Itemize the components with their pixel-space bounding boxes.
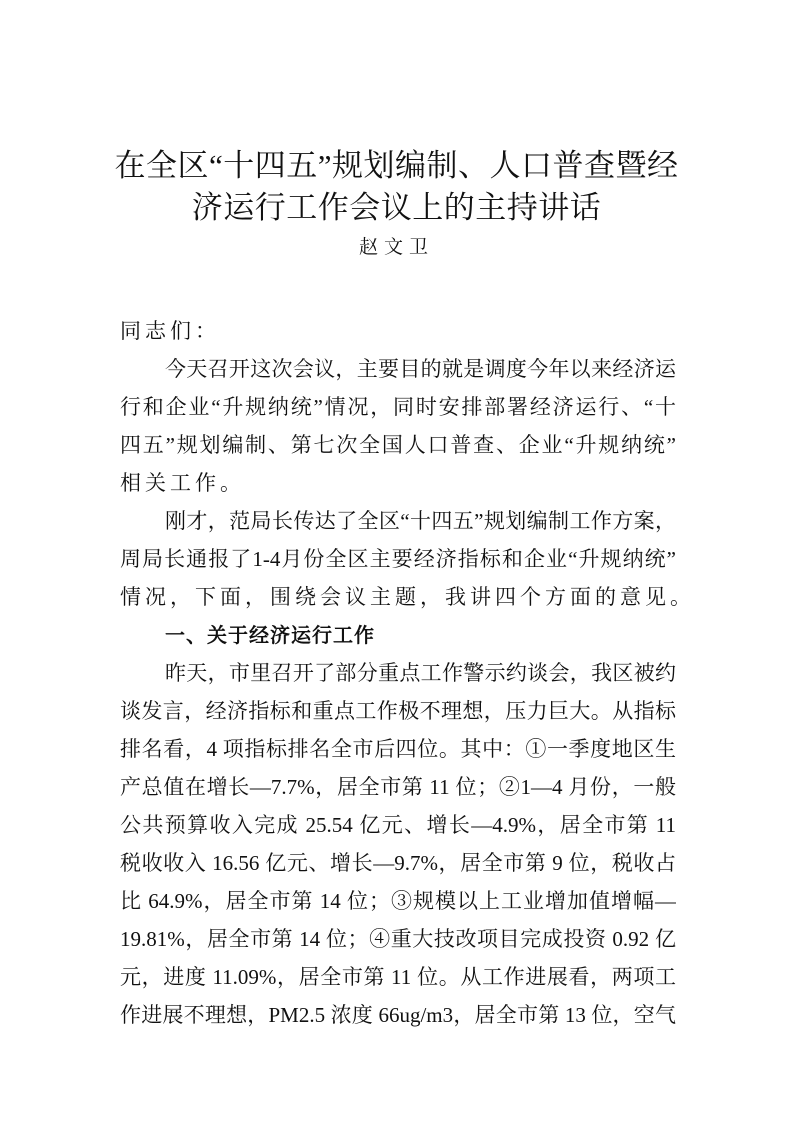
text-line: 作进展不理想，PM2.5 浓度 66ug/m3，居全市第 13 位，空气 [120, 1003, 676, 1027]
text-line: 情况，下面，围绕会议主题，我讲四个方面的意见。 [120, 585, 695, 609]
text-line: 周局长通报了1-4月份全区主要经济指标和企业“升规纳统” [120, 547, 676, 571]
text-line: 谈发言，经济指标和重点工作极不理想，压力巨大。从指标 [120, 699, 676, 723]
text-line: 比 64.9%，居全市第 14 位；③规模以上工业增加值增幅— [120, 889, 676, 913]
text-line: 相关工作。 [120, 471, 245, 495]
text-line: 今天召开这次会议，主要目的就是调度今年以来经济运 [165, 357, 676, 381]
text-line: 行和企业“升规纳统”情况，同时安排部署经济运行、“十 [120, 395, 676, 419]
section-heading: 一、关于经济运行工作 [165, 623, 375, 647]
document-title-line-2: 济运行工作会议上的主持讲话 [191, 190, 602, 225]
text-line: 四五”规划编制、第七次全国人口普查、企业“升规纳统” [120, 433, 676, 457]
salutation: 同志们： [120, 319, 220, 343]
document-body [120, 312, 695, 1034]
text-line: 排名看，4 项指标排名全市后四位。其中：①一季度地区生 [120, 737, 676, 761]
text-line: 产总值在增长—7.7%，居全市第 11 位；②1—4 月份，一般 [120, 775, 676, 799]
text-line: 19.81%，居全市第 14 位；④重大技改项目完成投资 0.92 亿 [120, 927, 676, 951]
text-line: 公共预算收入完成 25.54 亿元、增长—4.9%，居全市第 11 [120, 813, 676, 837]
paragraph-economy [120, 654, 676, 1034]
text-line: 税收收入 16.56 亿元、增长—9.7%，居全市第 9 位，税收占 [120, 851, 676, 875]
author-name: 赵文卫 [358, 237, 434, 258]
paragraph-overview [120, 502, 695, 616]
paragraph-intro [120, 350, 676, 502]
text-line: 元，进度 11.09%，居全市第 11 位。从工作进展看，两项工 [120, 965, 676, 989]
document-title-line-1: 在全区“十四五”规划编制、人口普查暨经 [114, 148, 679, 183]
text-line: 刚才，范局长传达了全区“十四五”规划编制工作方案， [165, 509, 676, 533]
text-line: 昨天，市里召开了部分重点工作警示约谈会，我区被约 [165, 661, 676, 685]
